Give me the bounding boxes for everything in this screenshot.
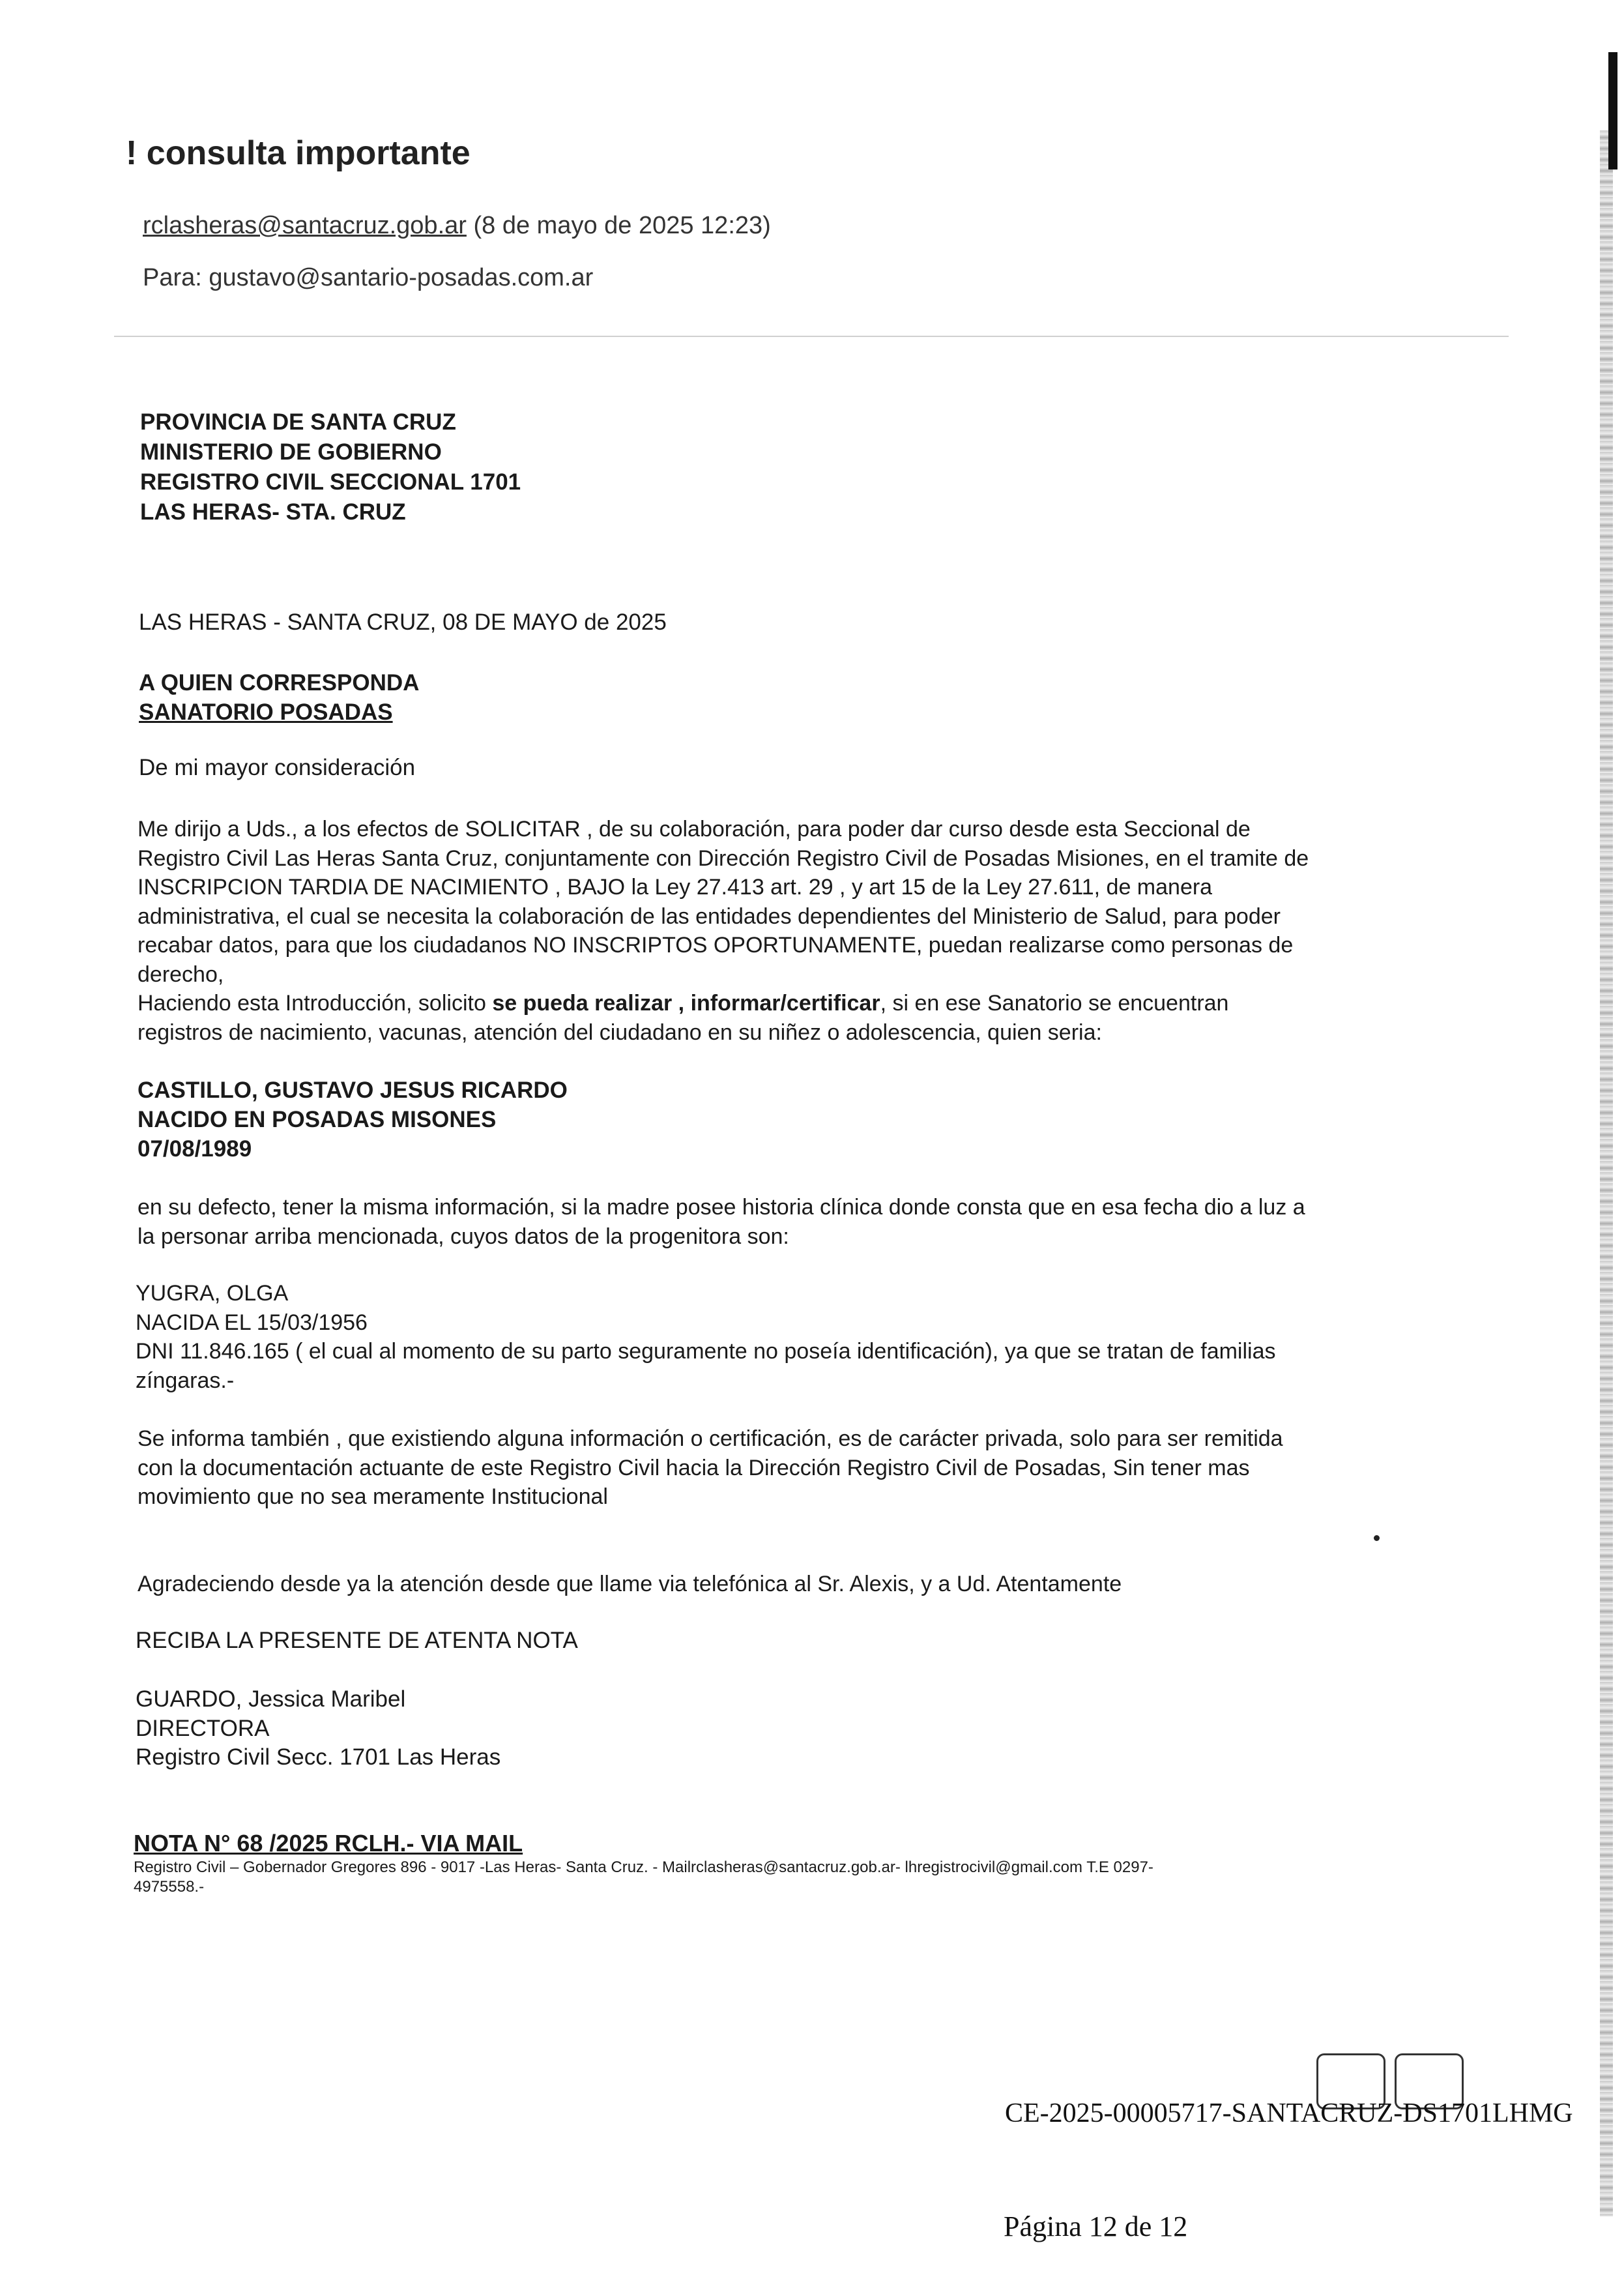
- signer-title: DIRECTORA: [136, 1715, 270, 1741]
- paragraph-line: en su defecto, tener la misma información, si la madre posee historia clínica donde consta que en esa fecha dio a luz a: [138, 1195, 1305, 1220]
- paragraph-line: Registro Civil Las Heras Santa Cruz, conjuntamente con Dirección Registro Civil de Posadas Misiones, en el tramite de: [138, 845, 1309, 871]
- person-block: [138, 1076, 568, 1164]
- privacy-paragraph: [138, 1424, 1506, 1512]
- paragraph-line: la personar arriba mencionada, cuyos datos de la progenitora son:: [138, 1224, 789, 1249]
- person-birthdate: 07/08/1989: [138, 1136, 252, 1162]
- paragraph-line: derecho,: [138, 962, 224, 987]
- request-paragraph: [138, 815, 1506, 1047]
- letterhead-line: REGISTRO CIVIL SECCIONAL 1701: [140, 469, 521, 495]
- letter-footer: [134, 1858, 1437, 1897]
- paragraph-line: Se informa también , que existiendo alguna información o certificación, es de carácter privada, solo para ser remitida: [138, 1426, 1283, 1451]
- intro-bold-text: se pueda realizar , informar/certificar: [492, 991, 880, 1016]
- email-subject: [126, 134, 471, 173]
- person-birthplace: NACIDO EN POSADAS MISONES: [138, 1107, 497, 1132]
- important-mark-icon: !: [126, 134, 138, 172]
- page-number: Página 12 de 12: [1004, 2210, 1188, 2242]
- mother-intro-paragraph: [138, 1193, 1506, 1251]
- paragraph-line: administrativa, el cual se necesita la colaboración de las entidades dependientes del Ministerio de Salud, para poder: [138, 903, 1281, 929]
- note-number: NOTA N° 68 /2025 RCLH.- VIA MAIL: [134, 1830, 523, 1857]
- email-to: Para: gustavo@santario-posadas.com.ar: [143, 264, 594, 291]
- person-name: CASTILLO, GUSTAVO JESUS RICARDO: [138, 1078, 568, 1103]
- scan-edge-dark: [1608, 52, 1617, 169]
- email-from: [143, 212, 771, 240]
- intro-text: Haciendo esta Introducción, solicito: [138, 991, 493, 1016]
- mother-birthdate: NACIDA EL 15/03/1956: [136, 1310, 368, 1335]
- letterhead-line: MINISTERIO DE GOBIERNO: [140, 439, 442, 465]
- mother-name: YUGRA, OLGA: [136, 1281, 289, 1306]
- addressee-institution: SANATORIO POSADAS: [139, 699, 393, 725]
- scan-speck: [1374, 1535, 1380, 1541]
- place-date: LAS HERAS - SANTA CRUZ, 08 DE MAYO de 2025: [139, 609, 667, 635]
- sent-date: (8 de mayo de 2025 12:23): [473, 212, 771, 239]
- paragraph-line: con la documentación actuante de este Registro Civil hacia la Dirección Registro Civil de Posadas, Sin tener mas: [138, 1455, 1250, 1480]
- signer-office: Registro Civil Secc. 1701 Las Heras: [136, 1744, 501, 1770]
- thanks-paragraph: Agradeciendo desde ya la atención desde que llame via telefónica al Sr. Alexis, y a Ud. Atentamente: [138, 1572, 1122, 1596]
- paragraph-line: recabar datos, para que los ciudadanos NO INSCRIPTOS OPORTUNAMENTE, puedan realizarse como personas de: [138, 933, 1294, 958]
- paragraph-line: Me dirijo a Uds., a los efectos de SOLICITAR , de su colaboración, para poder dar curso desde esta Seccional de: [138, 817, 1251, 842]
- letterhead: [140, 407, 521, 527]
- paragraph-line: [138, 989, 1506, 1018]
- mother-dni-cont: zíngaras.-: [136, 1368, 235, 1393]
- mother-block: [136, 1279, 1504, 1395]
- signature-block: [136, 1685, 500, 1772]
- intro-text-tail: , si en ese Sanatorio se encuentran: [880, 991, 1229, 1016]
- paragraph-line: registros de nacimiento, vacunas, atención del ciudadano en su niñez o adolescencia, quien seria:: [138, 1020, 1102, 1045]
- addressee-line: A QUIEN CORRESPONDA: [139, 670, 420, 696]
- letterhead-line: PROVINCIA DE SANTA CRUZ: [140, 409, 456, 435]
- paragraph-line: INSCRIPCION TARDIA DE NACIMIENTO , BAJO la Ley 27.413 art. 29 , y art 15 de la Ley 27.611, de manera: [138, 875, 1213, 900]
- document-code: CE-2025-00005717-SANTACRUZ-DS1701LHMG: [1005, 2098, 1573, 2128]
- letterhead-line: LAS HERAS- STA. CRUZ: [140, 499, 406, 525]
- closing-line: RECIBA LA PRESENTE DE ATENTA NOTA: [136, 1628, 578, 1653]
- signer-name: GUARDO, Jessica Maribel: [136, 1686, 406, 1712]
- sender-address-link[interactable]: rclasheras@santacruz.gob.ar: [143, 212, 467, 239]
- footer-line: Registro Civil – Gobernador Gregores 896 - 9017 -Las Heras- Santa Cruz. - Mailrclasheras@santacruz.gob.ar- lhregistrocivil@gmail.com T.E 0297-: [134, 1858, 1153, 1876]
- greeting: De mi mayor consideración: [139, 755, 416, 780]
- subject-text: consulta importante: [146, 134, 471, 172]
- scan-edge: [1600, 130, 1613, 2216]
- footer-line: 4975558.-: [134, 1878, 205, 1896]
- addressee: [139, 668, 419, 727]
- mother-dni: DNI 11.846.165 ( el cual al momento de su parto seguramente no poseía identificación), ya que se tratan de familias: [136, 1339, 1276, 1364]
- paragraph-line: movimiento que no sea meramente Institucional: [138, 1484, 608, 1509]
- header-divider: [114, 336, 1509, 337]
